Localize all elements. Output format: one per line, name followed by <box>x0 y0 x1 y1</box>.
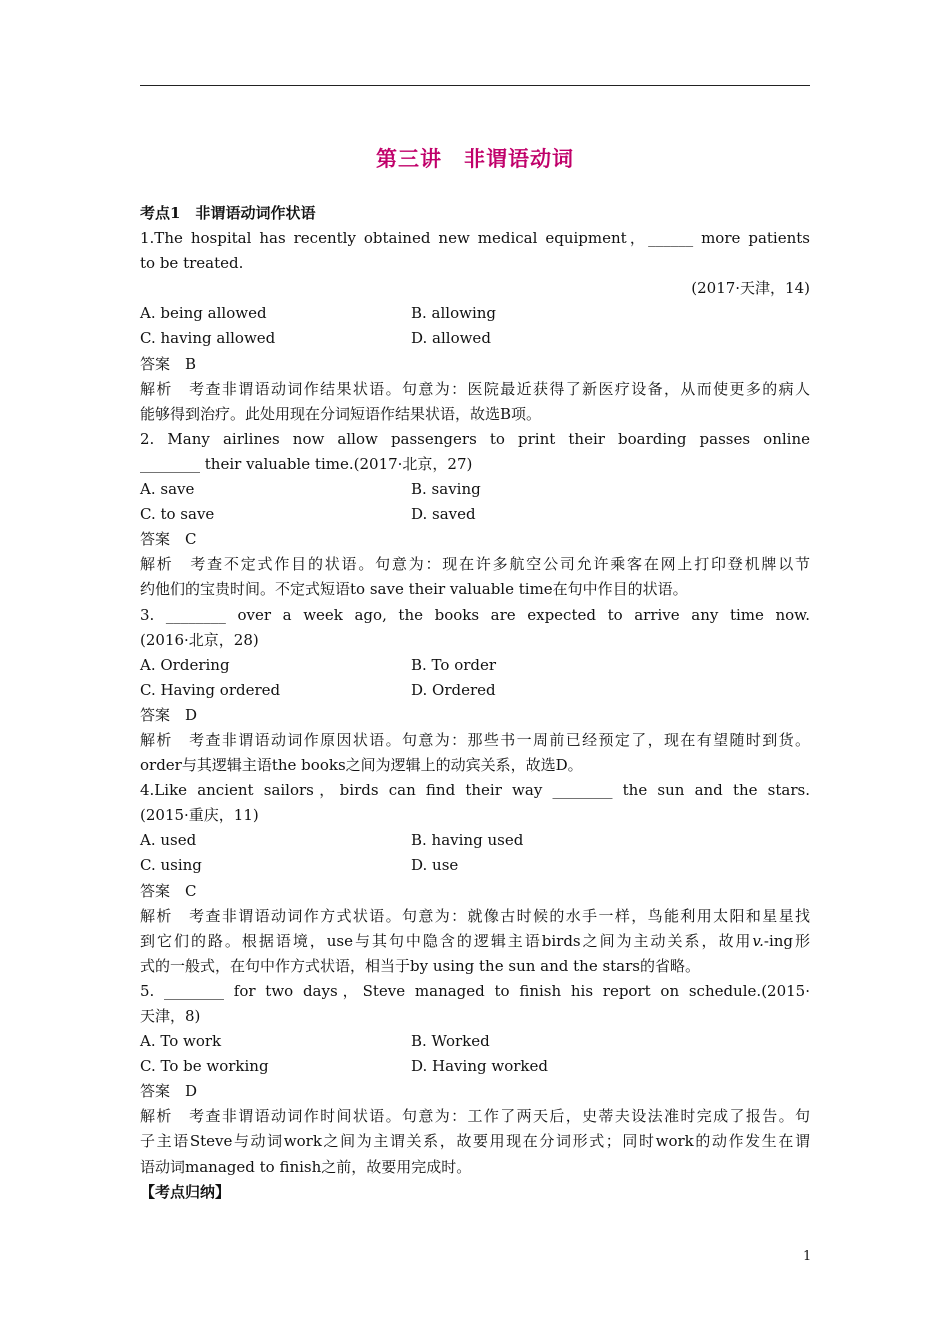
q5-option-b: B. Worked <box>411 1032 490 1051</box>
q1-options-row2 <box>140 326 810 351</box>
header-rule <box>140 85 810 86</box>
q4-option-d: D. use <box>411 856 459 875</box>
page-title: 第三讲 非谓语动词 <box>376 146 574 171</box>
q5-option-d: D. Having worked <box>411 1057 548 1076</box>
q4-exp2-tail: -ing形 <box>763 931 810 950</box>
q1-options-row1 <box>140 301 810 326</box>
q1-stem-line1: 1.The hospital has recently obtained new medical equipment，______ more patients <box>140 229 810 248</box>
q1-explanation-line2: 能够得到治疗。此处用现在分词短语作结果状语，故选B项。 <box>140 404 542 423</box>
q3-option-a: A. Ordering <box>140 655 230 674</box>
q4-option-c: C. using <box>140 856 202 875</box>
q3-answer: 答案 D <box>140 705 198 724</box>
q1-option-b: B. allowing <box>411 304 497 323</box>
q4-stem-line1: 4.Like ancient sailors，birds can find their way ________ the sun and the stars. <box>140 781 810 800</box>
q5-option-a: A. To work <box>140 1032 222 1051</box>
summary-heading: 【考点归纳】 <box>140 1182 231 1201</box>
q5-explanation-line2: 子主语Steve与动词work之间为主谓关系，故要用现在分词形式；同时work的动作发生在谓 <box>140 1132 810 1151</box>
page-number: 1 <box>803 1249 812 1264</box>
q1-answer: 答案 B <box>140 354 197 373</box>
q3-option-c: C. Having ordered <box>140 680 281 699</box>
q2-stem-line1: 2. Many airlines now allow passengers to print their boarding passes online <box>140 429 810 448</box>
q4-explanation-line3: 式的一般式，在句中作方式状语，相当于by using the sun and the stars的省略。 <box>140 956 700 975</box>
q4-option-b: B. having used <box>411 831 524 850</box>
q5-answer: 答案 D <box>140 1082 198 1101</box>
q2-explanation-line2: 约他们的宝贵时间。不定式短语to save their valuable time在句中作目的状语。 <box>140 580 688 599</box>
q1-explanation-line1: 解析 考查非谓语动词作结果状语。句意为：医院最近获得了新医疗设备，从而使更多的病人 <box>140 379 810 398</box>
q4-options-row2 <box>140 853 810 878</box>
q2-options-row1 <box>140 477 810 502</box>
q4-option-a: A. used <box>140 831 197 850</box>
q1-source: (2017·天津，14) <box>691 279 810 298</box>
q5-option-c: C. To be working <box>140 1057 269 1076</box>
q5-options-row1 <box>140 1029 810 1054</box>
q3-explanation-line2: order与其逻辑主语the books之间为逻辑上的动宾关系，故选D。 <box>140 756 583 775</box>
q5-stem-line1: 5. ________ for two days，Steve managed to finish his report on schedule.(2015· <box>140 981 810 1000</box>
q3-stem-line1: 3. ________ over a week ago, the books are expected to arrive any time now. <box>140 605 810 624</box>
q5-options-row2 <box>140 1054 810 1079</box>
q3-stem-line2: (2016·北京，28) <box>140 630 259 649</box>
section-heading: 考点1 非谓语动词作状语 <box>140 204 316 222</box>
q2-stem-line2: ________ their valuable time.(2017·北京，27) <box>140 454 473 473</box>
q5-stem-line2: 天津，8) <box>140 1007 201 1025</box>
q2-option-a: A. save <box>140 480 195 499</box>
q3-options-row1 <box>140 653 810 678</box>
q3-option-b: B. To order <box>411 655 497 674</box>
q2-option-c: C. to save <box>140 505 215 524</box>
q4-exp2-italic: v. <box>752 931 764 950</box>
q5-explanation-line1: 解析 考查非谓语动词作时间状语。句意为：工作了两天后，史蒂夫设法准时完成了报告。句 <box>140 1107 810 1126</box>
q1-option-a: A. being allowed <box>140 304 267 323</box>
q1-stem-line2: to be treated. <box>140 254 244 273</box>
q2-option-d: D. saved <box>411 505 476 524</box>
q4-answer: 答案 C <box>140 881 197 900</box>
q1-option-c: C. having allowed <box>140 329 276 348</box>
q5-explanation-line3: 语动词managed to finish之前，故要用完成时。 <box>140 1157 472 1176</box>
q4-options-row1 <box>140 828 810 853</box>
q4-explanation-line2 <box>140 929 810 954</box>
q4-exp2-text: 到它们的路。根据语境，use与其句中隐含的逻辑主语birds之间为主动关系，故用 <box>140 931 753 950</box>
q2-options-row2 <box>140 502 810 527</box>
q3-explanation-line1: 解析 考查非谓语动词作原因状语。句意为：那些书一周前已经预定了，现在有望随时到货。 <box>140 730 810 749</box>
q1-option-d: D. allowed <box>411 329 491 348</box>
q3-option-d: D. Ordered <box>411 680 496 699</box>
document-body <box>140 201 810 1205</box>
q4-stem-line2: (2015·重庆，11) <box>140 806 259 825</box>
q4-explanation-line1: 解析 考查非谓语动词作方式状语。句意为：就像古时候的水手一样，鸟能利用太阳和星星找 <box>140 906 810 925</box>
q3-options-row2 <box>140 678 810 703</box>
q2-explanation-line1: 解析 考查不定式作目的状语。句意为：现在许多航空公司允许乘客在网上打印登机牌以节 <box>140 555 810 574</box>
q2-option-b: B. saving <box>411 480 481 499</box>
q2-answer: 答案 C <box>140 530 197 549</box>
